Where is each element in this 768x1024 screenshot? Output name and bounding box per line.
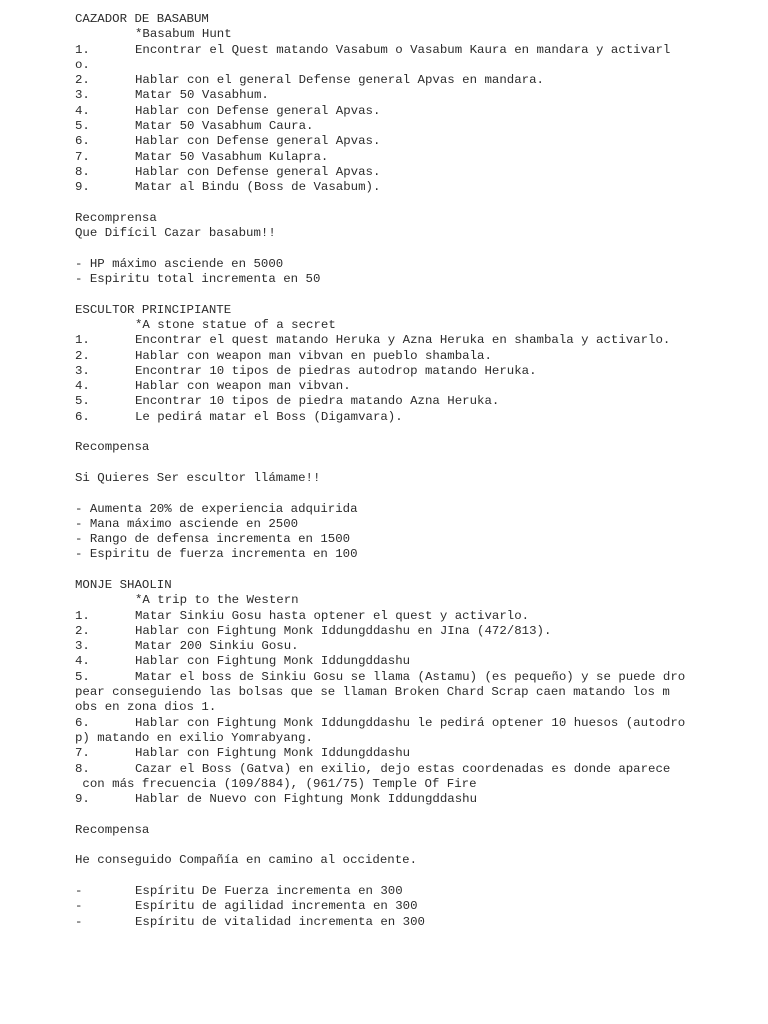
list-item-text: Le pedirá matar el Boss (Digamvara). — [135, 409, 403, 424]
list-item-number: 5. — [75, 669, 90, 684]
list-item-text: Cazar el Boss (Gatva) en exilio, dejo estas coordenadas es donde aparece — [135, 761, 671, 776]
list-item-number: 2. — [75, 348, 90, 363]
list-item-number: - — [75, 883, 83, 898]
blank-line — [75, 838, 755, 853]
list-item-text: Encontrar el quest matando Heruka y Azna Heruka en shambala y activarlo. — [135, 333, 671, 348]
text-line: - Aumenta 20% de experiencia adquirida — [75, 501, 358, 516]
list-item — [75, 899, 755, 914]
blank-line — [75, 486, 755, 501]
list-item-text: Hablar de Nuevo con Fightung Monk Iddungddashu — [135, 792, 478, 807]
list-item-number: 3. — [75, 639, 90, 654]
list-item — [75, 624, 755, 639]
blank-line — [75, 563, 755, 578]
list-item — [75, 333, 755, 348]
list-item-number: 9. — [75, 180, 90, 195]
text-line: ESCULTOR PRINCIPIANTE — [75, 302, 232, 317]
text-line: Recomprensa — [75, 210, 157, 225]
quest-subtitle-text: *Basabum Hunt — [135, 27, 232, 42]
list-item — [75, 104, 755, 119]
blank-line — [75, 287, 755, 302]
text-line: Recompensa — [75, 440, 150, 455]
list-item-number: 3. — [75, 88, 90, 103]
text-line: Si Quieres Ser escultor llámame!! — [75, 470, 321, 485]
list-item — [75, 73, 755, 88]
list-item — [75, 746, 755, 761]
list-item-number: 1. — [75, 608, 90, 623]
list-item-number: 7. — [75, 149, 90, 164]
list-item — [75, 884, 755, 899]
list-item — [75, 119, 755, 134]
list-item-number: 6. — [75, 134, 90, 149]
list-item-text: Espíritu De Fuerza incrementa en 300 — [135, 883, 403, 898]
blank-line — [75, 456, 755, 471]
list-item-number: 1. — [75, 42, 90, 57]
list-item-text: Matar 50 Vasabhum. — [135, 88, 269, 103]
list-item-text: Espíritu de agilidad incrementa en 300 — [135, 899, 418, 914]
list-item-number: 3. — [75, 363, 90, 378]
list-item-number: 5. — [75, 119, 90, 134]
list-item — [75, 915, 755, 930]
list-item — [75, 609, 755, 624]
list-item-number: 2. — [75, 73, 90, 88]
list-item-text: Hablar con Fightung Monk Iddungddashu — [135, 654, 411, 669]
list-item — [75, 43, 755, 58]
list-item — [75, 762, 755, 777]
text-line: - Espiritu total incrementa en 50 — [75, 272, 321, 287]
list-item-number: - — [75, 899, 83, 914]
quest-subtitle — [75, 27, 755, 42]
list-item-text: Espíritu de vitalidad incrementa en 300 — [135, 914, 425, 929]
list-item-text: Matar el boss de Sinkiu Gosu se llama (Astamu) (es pequeño) y se puede dro — [135, 669, 686, 684]
text-line: Que Difícil Cazar basabum!! — [75, 226, 276, 241]
list-item-text: Encontrar el Quest matando Vasabum o Vasabum Kaura en mandara y activarl — [135, 42, 671, 57]
list-item-text: Hablar con Fightung Monk Iddungddashu le pedirá optener 10 huesos (autodro — [135, 715, 686, 730]
list-item-text: Matar 50 Vasabhum Caura. — [135, 119, 314, 134]
text-line: pear conseguiendo las bolsas que se llaman Broken Chard Scrap caen matando los m — [75, 685, 670, 700]
list-item-number: - — [75, 914, 83, 929]
blank-line — [75, 425, 755, 440]
blank-line — [75, 196, 755, 211]
list-item-text: Matar 50 Vasabhum Kulapra. — [135, 149, 329, 164]
document-body — [75, 12, 755, 930]
list-item-number: 4. — [75, 654, 90, 669]
list-item-text: Hablar con weapon man vibvan. — [135, 379, 351, 394]
list-item-number: 6. — [75, 409, 90, 424]
text-line: obs en zona dios 1. — [75, 700, 217, 715]
list-item-text: Hablar con Defense general Apvas. — [135, 134, 381, 149]
list-item-text: Hablar con Fightung Monk Iddungddashu en JIna (472/813). — [135, 623, 552, 638]
list-item-number: 8. — [75, 761, 90, 776]
quest-subtitle — [75, 593, 755, 608]
text-line: o. — [75, 57, 90, 72]
text-line: - Espiritu de fuerza incrementa en 100 — [75, 547, 358, 562]
blank-line — [75, 869, 755, 884]
list-item-text: Hablar con el general Defense general Apvas en mandara. — [135, 73, 544, 88]
list-item — [75, 364, 755, 379]
list-item — [75, 180, 755, 195]
blank-line — [75, 807, 755, 822]
list-item-text: Matar Sinkiu Gosu hasta optener el quest y activarlo. — [135, 608, 530, 623]
list-item-text: Hablar con Defense general Apvas. — [135, 164, 381, 179]
list-item-number: 5. — [75, 394, 90, 409]
list-item — [75, 716, 755, 731]
list-item-number: 9. — [75, 792, 90, 807]
list-item — [75, 394, 755, 409]
list-item-number: 8. — [75, 164, 90, 179]
text-line: CAZADOR DE BASABUM — [75, 12, 209, 26]
list-item-text: Hablar con Defense general Apvas. — [135, 103, 381, 118]
list-item-text: Encontrar 10 tipos de piedra matando Azna Heruka. — [135, 394, 500, 409]
text-line: Recompensa — [75, 822, 150, 837]
list-item-text: Matar al Bindu (Boss de Vasabum). — [135, 180, 381, 195]
text-line: p) matando en exilio Yomrabyang. — [75, 730, 313, 745]
list-item-text: Encontrar 10 tipos de piedras autodrop matando Heruka. — [135, 363, 537, 378]
list-item — [75, 654, 755, 669]
list-item-text: Hablar con Fightung Monk Iddungddashu — [135, 746, 411, 761]
list-item — [75, 165, 755, 180]
list-item-text: Hablar con weapon man vibvan en pueblo shambala. — [135, 348, 492, 363]
list-item — [75, 88, 755, 103]
quest-subtitle-text: *A trip to the Western — [135, 593, 299, 608]
list-item — [75, 639, 755, 654]
list-item — [75, 150, 755, 165]
blank-line — [75, 241, 755, 256]
list-item-number: 6. — [75, 715, 90, 730]
list-item-number: 4. — [75, 379, 90, 394]
text-line: - Rango de defensa incrementa en 1500 — [75, 532, 351, 547]
list-item-number: 7. — [75, 746, 90, 761]
text-line: - HP máximo asciende en 5000 — [75, 256, 284, 271]
quest-subtitle — [75, 318, 755, 333]
quest-subtitle-text: *A stone statue of a secret — [135, 317, 336, 332]
list-item — [75, 134, 755, 149]
list-item-number: 1. — [75, 333, 90, 348]
text-line: MONJE SHAOLIN — [75, 577, 172, 592]
list-item-number: 4. — [75, 103, 90, 118]
list-item — [75, 349, 755, 364]
text-line: - Mana máximo asciende en 2500 — [75, 516, 299, 531]
list-item — [75, 379, 755, 394]
list-item-number: 2. — [75, 623, 90, 638]
list-item — [75, 670, 755, 685]
list-item-text: Matar 200 Sinkiu Gosu. — [135, 639, 299, 654]
list-item — [75, 410, 755, 425]
text-line: con más frecuencia (109/884), (961/75) Temple Of Fire — [75, 776, 477, 791]
text-line: He conseguido Compañía en camino al occidente. — [75, 853, 418, 868]
list-item — [75, 792, 755, 807]
